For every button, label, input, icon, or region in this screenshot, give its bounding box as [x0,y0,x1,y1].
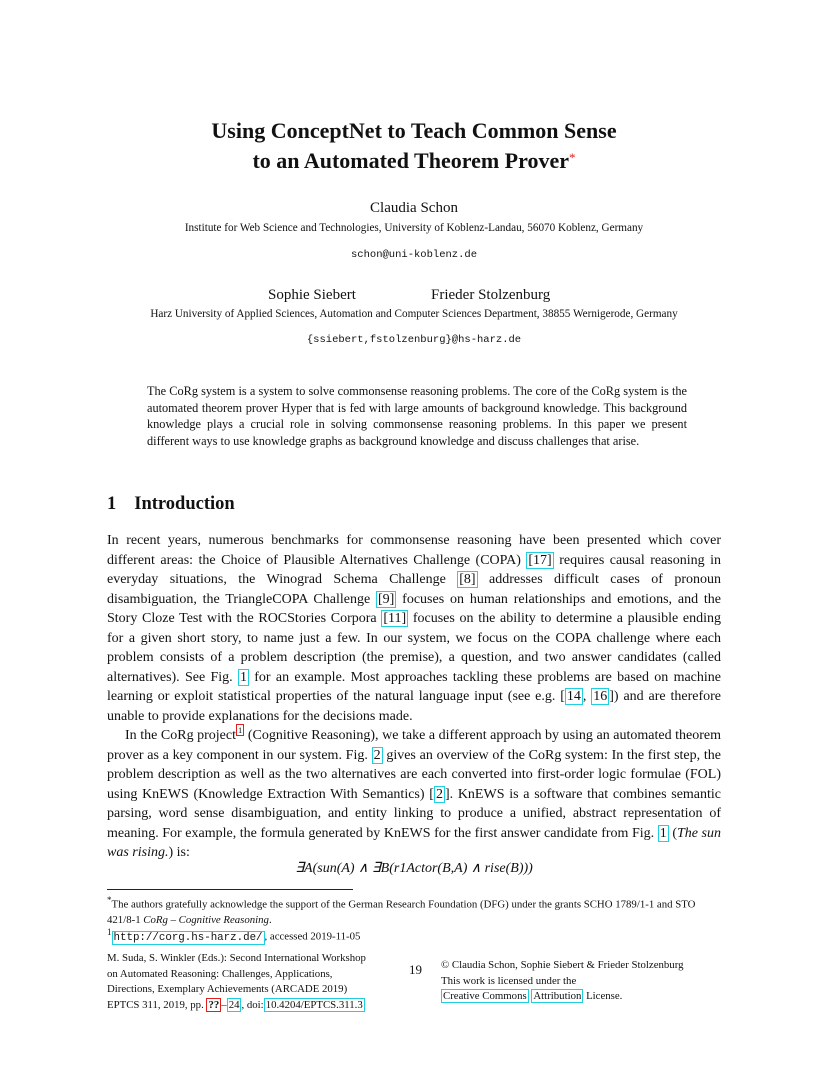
para2-text: ]. KnEWS is a software that combines semantic parsing, word sense disambiguation, and entity linking to produce a unified, abstract representation of meaning. For example, the formula generated by KnEWS for the first answer candidate from Fig. [107,786,722,841]
footnote-1-text: , accessed 2019-11-05 [264,930,361,943]
example-sentence: The sun was rising. [107,825,722,860]
citation-link[interactable]: [8] [459,572,476,587]
formula: ∃A(sun(A) ∧ ∃B(r1Actor(B,A) ∧ rise(B))) [295,861,533,876]
footnote-star-project: CoRg – Cognitive Reasoning [143,913,269,926]
footnote-star-mark: * [107,895,112,905]
footer-eptcs-text: EPTCS 311, 2019, pp. [107,998,207,1011]
para1-text: ]) and are therefore unable to provide explanations for the decisions made. [107,689,721,724]
citation-link[interactable]: 16 [593,689,608,704]
footnote-star-text: The authors gratefully acknowledge the support of the German Research Foundation (DFG) under the grants SCHO 1789/1-1 and STO 421/8-1 [107,898,696,926]
body-text [107,531,721,863]
figure-link[interactable]: 1 [239,669,247,685]
doi-label: , doi: [241,998,264,1011]
title-line-1: Using ConceptNet to Teach Common Sense [211,118,617,143]
license-line: This work is licensed under the [441,974,577,987]
para1-text: In recent years, numerous benchmarks for commonsense reasoning have been presented which cover different areas: the Choice of Plausible Alternatives Challenge (COPA) [107,533,721,568]
corg-url-link[interactable]: http://corg.hs-harz.de/ [113,931,263,944]
page-range-end-link[interactable]: 24 [228,998,240,1011]
footer-line: on Automated Reasoning: Challenges, Applications, [107,967,333,980]
section-heading-introduction [107,494,235,515]
email-schon: schon@uni-koblenz.de [350,249,478,261]
footnote-1 [107,925,721,946]
paragraph-2 [107,726,721,863]
page-number: 19 [409,962,422,977]
citation-link[interactable]: [11] [383,611,407,626]
figure-link[interactable]: 2 [373,747,381,763]
footnote-star-end: . [268,913,272,926]
creative-commons-link[interactable]: Creative Commons [443,990,527,1002]
section-title: Introduction [134,494,235,514]
affiliation-koblenz: Institute for Web Science and Technologies, University of Koblenz-Landau, 56070 Koblenz, Germany [184,222,644,234]
doi-link[interactable]: 10.4204/EPTCS.311.3 [265,998,363,1011]
footer-citation [107,951,397,1013]
para1-text: for an example. Most approaches tackling these problems are based on machine learning or exploit statistical properties of the natural language input (see e.g. [ [107,669,721,704]
para2-text: (Cognitive Reasoning), we take a different approach by using an automated theorem prover as a key component in our system. Fig. [107,728,722,763]
footnote-star [107,893,721,928]
footer-dash: – [221,998,227,1011]
footer-line: Directions, Exemplary Achievements (ARCADE 2019) [107,983,348,995]
footer-license [441,958,741,1005]
citation-link[interactable]: 14 [566,689,581,704]
para1-text: , [582,689,592,704]
license-links [441,989,741,1005]
title-line-2-text: to an Automated Theorem Prover [252,148,570,173]
footnote-link[interactable]: 1 [238,725,243,736]
para2-text: gives an overview of the CoRg system: In the first step, the problem description as well as the two alternatives are each converted into first-order logic formulae (FOL) using KnEWS (Knowledge Extraction With Semantics) [ [107,747,721,802]
footnote-1-mark: 1 [107,927,112,937]
para2-text: In the CoRg project [125,728,237,743]
title-line-2 [0,146,828,176]
citation-link[interactable]: [17] [528,552,552,568]
title-footnote-mark[interactable]: * [569,150,576,165]
paper-title [0,116,828,176]
footnote-rule [107,889,353,890]
author-frieder-stolzenburg: Frieder Stolzenburg [431,287,551,303]
email-harz: {ssiebert,fstolzenburg}@hs-harz.de [306,334,522,346]
citation-link[interactable]: [9] [378,591,395,607]
para1-text: addresses difficult cases of pronoun disambiguation, the TriangleCOPA Challenge [107,572,721,607]
copyright-line: © Claudia Schon, Sophie Siebert & Frieder Stolzenburg [441,959,684,971]
para2-text: ) is: [168,845,190,860]
abstract: The CoRg system is a system to solve commonsense reasoning problems. The core of the CoRg system is the automated theorem prover Hyper that is fed with large amounts of background knowledge. This background knowledge plays a crucial role in solving commonsense reasoning problems. In this paper we present different ways to use knowledge graphs as background knowledge and discuss challenges that arise. [147,384,687,448]
figure-link[interactable]: 1 [659,825,667,841]
author-sophie-siebert: Sophie Siebert [268,287,356,303]
paragraph-1 [107,531,721,726]
license-end: License. [583,990,623,1002]
para2-text: ( [668,825,677,841]
affiliation-harz: Harz University of Applied Sciences, Automation and Computer Sciences Department, 38855 Wernigerode, Germany [150,308,678,320]
page-range-start-link[interactable]: ?? [208,998,220,1011]
citation-link[interactable]: 2 [435,786,443,802]
para1-text: focuses on the ability to determine a plausible ending for a given short story, to name just a few. In our system, we focus on the COPA challenge where each problem consists of a problem description (the premise), a question, and two answer candidates (called alternatives). See Fig. [107,611,721,685]
author-claudia-schon: Claudia Schon [370,200,458,216]
footer-line-eptcs [107,998,397,1014]
para1-text: focuses on human relationships and emotions, and the Story Cloze Test with the ROCStories Corpora [107,591,722,626]
para1-text: requires causal reasoning in everyday situations, the Winograd Schema Challenge [107,552,721,587]
footer-line: M. Suda, S. Winkler (Eds.): Second International Workshop [107,952,366,964]
attribution-link[interactable]: Attribution [533,990,582,1002]
section-number: 1 [107,494,117,514]
